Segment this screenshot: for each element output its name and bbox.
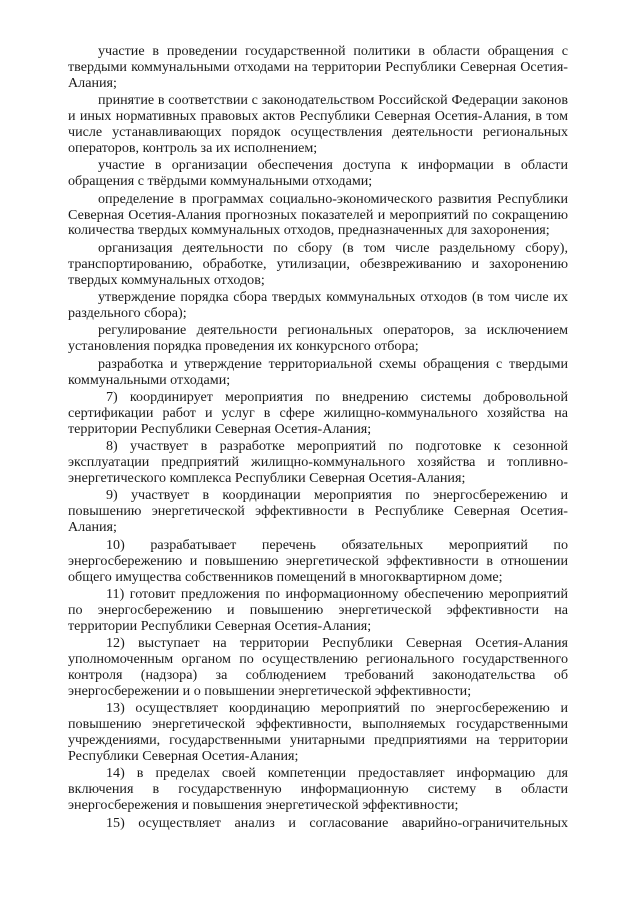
paragraph-item-13: 13) осуществляет координацию мероприятий по энергосбережению и повышению энергетической эффективности, выполняемых государственными учреждениями, государственными унитарными предприятиями на территории Республики Северная Осетия-Алания; <box>68 700 568 764</box>
paragraph-3: участие в организации обеспечения доступа к информации в области обращения с твёрдыми коммунальными отходами; <box>68 157 568 190</box>
paragraph-8: разработка и утверждение территориальной схемы обращения с твердыми коммунальными отходами; <box>68 355 568 388</box>
paragraph-item-14: 14) в пределах своей компетенции предоставляет информацию для включения в государственную информационную систему в области энергосбережения и повышения энергетической эффективности; <box>68 765 568 814</box>
paragraph-item-8: 8) участвует в разработке мероприятий по подготовке к сезонной эксплуатации предприятий жилищно-коммунального хозяйства и топливно-энергетического комплекса Республики Северная Осетия-Алания; <box>68 438 568 487</box>
paragraph-4: определение в программах социально-экономического развития Республики Северная Осетия-Алания прогнозных показателей и мероприятий по сокращению количества твердых коммунальных отходов, предназначенных для захоронения; <box>68 190 568 239</box>
paragraph-2: принятие в соответствии с законодательством Российской Федерации законов и иных нормативных правовых актов Республики Северная Осетия-Алания, в том числе устанавливающих порядок осуществления деятельности региональных операторов, контроль за их исполнением; <box>68 92 568 156</box>
paragraph-item-9: 9) участвует в координации мероприятия по энергосбережению и повышению энергетической эффективности в Республике Северная Осетия-Алания; <box>68 487 568 536</box>
paragraph-7: регулирование деятельности региональных операторов, за исключением установления порядка проведения их конкурсного отбора; <box>68 322 568 355</box>
paragraph-item-7: 7) координирует мероприятия по внедрению системы добровольной сертификации работ и услуг в сфере жилищно-коммунального хозяйства на территории Республики Северная Осетия-Алания; <box>68 389 568 437</box>
paragraph-item-10: 10) разрабатывает перечень обязательных мероприятий по энергосбережению и повышению энергетической эффективности в отношении общего имущества собственников помещений в многоквартирном доме; <box>68 536 568 585</box>
paragraph-item-11: 11) готовит предложения по информационному обеспечению мероприятий по энергосбережению и повышению энергетической эффективности на территории Республики Северная Осетия-Алания; <box>68 585 568 634</box>
paragraph-item-12: 12) выступает на территории Республики Северная Осетия-Алания уполномоченным органом по осуществлению регионального государственного контроля (надзора) за соблюдением требований законодательства об энергосбережении и о повышении энергетической эффективности; <box>68 635 568 699</box>
paragraph-5: организация деятельности по сбору (в том числе раздельному сбору), транспортированию, обработке, утилизации, обезвреживанию и захоронению твердых коммунальных отходов; <box>68 239 568 288</box>
paragraph-6: утверждение порядка сбора твердых коммунальных отходов (в том числе их раздельного сбора); <box>68 289 568 321</box>
paragraph-item-15: 15) осуществляет анализ и согласование аварийно-ограничительных <box>106 814 568 831</box>
document-page <box>68 44 568 833</box>
paragraph-1: участие в проведении государственной политики в области обращения с твердыми коммунальными отходами на территории Республики Северная Осетия-Алания; <box>68 43 568 91</box>
